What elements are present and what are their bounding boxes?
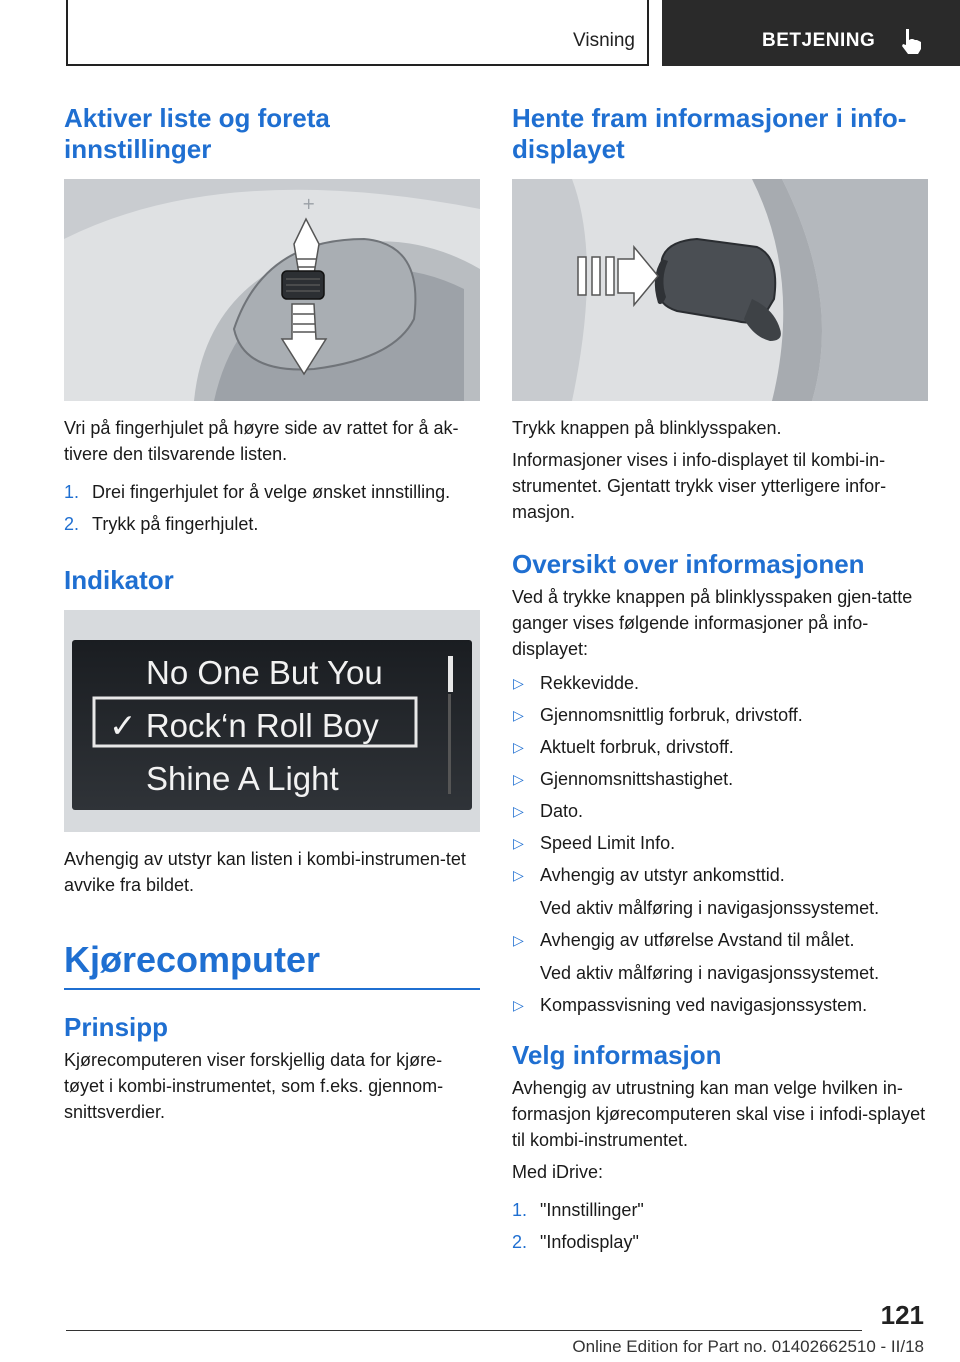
header-chapter-tab — [662, 0, 960, 66]
header-section-box — [66, 0, 649, 66]
page-number: 121 — [880, 1300, 924, 1330]
list-item: ▷ Speed Limit Info. — [512, 830, 928, 856]
section-title-principle: Prinsipp — [64, 1012, 169, 1042]
steering-wheel-illustration — [64, 179, 480, 401]
paragraph-info-shown: Informasjoner vises i info-displayet til kombi-in-strumentet. Gjentatt trykk viser ytterligere infor-masjon. — [512, 450, 887, 522]
list-item: ▷ Gjennomsnittshastighet. — [512, 766, 928, 792]
list-item: ▷ Avhengig av utstyr ankomsttid. Ved aktiv målføring i navigasjonssystemet. — [512, 862, 928, 921]
steps-list-idrive — [512, 1197, 928, 1255]
section-title-activate-list: Aktiver liste og foreta innstillinger — [64, 103, 330, 164]
steering-wheel-figure — [64, 179, 480, 401]
right-column — [512, 103, 928, 1255]
lever-figure — [512, 179, 928, 401]
section-title-indicator: Indikator — [64, 565, 174, 595]
svg-text:+: + — [302, 194, 316, 213]
paragraph-indicator-note: Avhengig av utstyr kan listen i kombi-instrumen-tet avvike fra bildet. — [64, 849, 466, 895]
display-item-2-selected: ✓ Rock‘n Roll Boy — [109, 707, 379, 744]
footer-divider — [66, 1330, 862, 1331]
display-item-1: No One But You — [146, 654, 383, 691]
steps-list-thumbwheel — [64, 479, 480, 537]
paragraph-with-idrive: Med iDrive: — [512, 1162, 604, 1182]
list-item: ▷ Rekkevidde. — [512, 670, 928, 696]
list-item: 2. Trykk på fingerhjulet. — [64, 514, 259, 534]
triangle-bullet-icon: ▷ — [513, 932, 524, 948]
list-item: ▷ Gjennomsnittlig forbruk, drivstoff. — [512, 702, 928, 728]
section-title-retrieve-info: Hente fram informasjoner i info-displayet — [512, 103, 907, 164]
header-section-title: Visning — [573, 30, 635, 51]
list-item: 1. Drei fingerhjulet for å velge ønsket innstilling. — [64, 482, 451, 502]
triangle-bullet-icon: ▷ — [513, 803, 524, 819]
paragraph-thumbwheel: Vri på fingerhjulet på høyre side av rattet for å ak-tivere den tilsvarende listen. — [64, 418, 459, 464]
display-item-3: Shine A Light — [146, 760, 339, 797]
footer-edition: Online Edition for Part no. 01402662510 - II/18 — [572, 1337, 924, 1356]
display-figure — [64, 610, 480, 832]
triangle-bullet-icon: ▷ — [513, 835, 524, 851]
list-item: ▷ Dato. — [512, 798, 928, 824]
list-item: ▷ Kompassvisning ved navigasjonssystem. — [512, 992, 928, 1018]
section-title-select-info: Velg informasjon — [512, 1040, 722, 1070]
list-item: 1. "Innstillinger" — [512, 1200, 644, 1220]
info-items-list — [512, 670, 928, 1018]
list-item: 2. "Infodisplay" — [512, 1232, 639, 1252]
turn-signal-lever-illustration — [512, 179, 928, 401]
triangle-bullet-icon: ▷ — [513, 675, 524, 691]
triangle-bullet-icon: ▷ — [513, 997, 524, 1013]
chapter-title-trip-computer: Kjørecomputer — [64, 939, 321, 980]
header-chapter-title: BETJENING — [762, 30, 876, 51]
paragraph-press-button: Trykk knappen på blinklysspaken. — [512, 418, 782, 438]
chapter-divider — [64, 988, 480, 990]
section-title-overview: Oversikt over informasjonen — [512, 549, 865, 579]
instrument-display-illustration — [64, 610, 480, 832]
left-column — [64, 103, 480, 1125]
triangle-bullet-icon: ▷ — [513, 867, 524, 883]
triangle-bullet-icon: ▷ — [513, 771, 524, 787]
paragraph-overview: Ved å trykke knappen på blinklysspaken gjen-tatte ganger vises følgende informasjoner på info-displayet: — [512, 587, 913, 659]
list-item: ▷ Aktuelt forbruk, drivstoff. — [512, 734, 928, 760]
paragraph-principle: Kjørecomputeren viser forskjellig data for kjøre-tøyet i kombi-instrumentet, som f.eks. gjennom-snittsverdier. — [64, 1050, 444, 1122]
hand-pointer-icon — [898, 27, 924, 55]
list-item: ▷ Avhengig av utførelse Avstand til målet. Ved aktiv målføring i navigasjonssystemet. — [512, 927, 928, 986]
triangle-bullet-icon: ▷ — [513, 739, 524, 755]
triangle-bullet-icon: ▷ — [513, 707, 524, 723]
paragraph-select-info: Avhengig av utrustning kan man velge hvilken in-formasjon kjørecomputeren skal vise i infodi-splayet til kombi-instrumentet. — [512, 1078, 926, 1150]
